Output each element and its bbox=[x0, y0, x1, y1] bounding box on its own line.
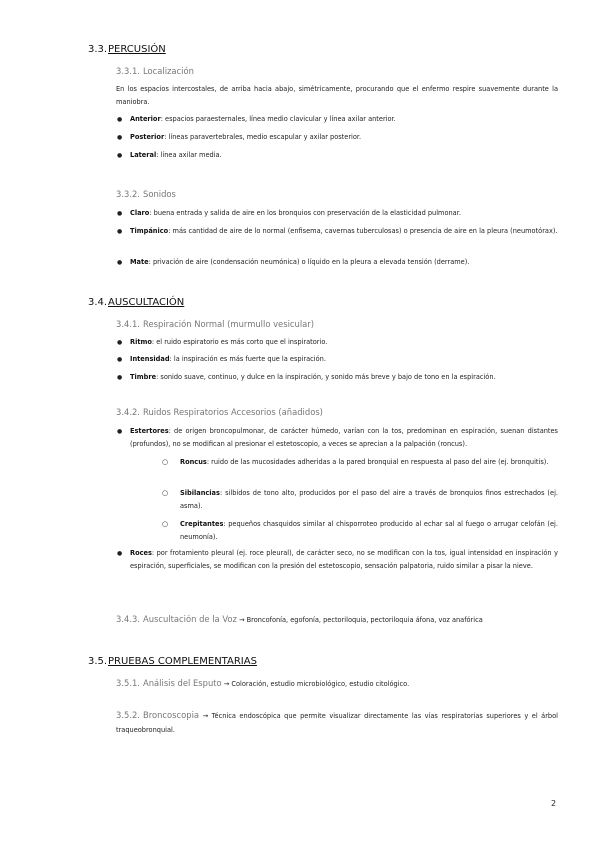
sublist-item-sibilancias: ○ Sibilancias: silbidos de tono alto, producidos por el paso del aire a través de bronquios finos estrechados (ej. asma). bbox=[180, 487, 558, 513]
localizacion-paragraph: En los espacios intercostales, de arriba hacia abajo, simétricamente, procurando que el enfermo respire suavemente durante la maniobra. bbox=[116, 85, 558, 106]
subsection-heading-respiracion-normal: 3.4.1. Respiración Normal (murmullo vesicular) bbox=[116, 319, 314, 329]
list-item: ● Timbre: sonido suave, continuo, y dulce en la inspiración, y sonido más breve y bajo de tono en la espiración. bbox=[130, 371, 558, 384]
list-item-estertores: ● Estertores: de origen broncopulmonar, de carácter húmedo, varían con la tos, predominan en espiración, suenan distantes (profundos), no se modifican al presionar el estetoscopio, a veces se aprecian a la palpación (roncus). bbox=[130, 425, 558, 451]
section-heading-percusion: 3.3.PERCUSIÓN bbox=[88, 44, 166, 55]
list-item: ● Anterior: espacios paraesternales, línea medio clavicular y línea axilar anterior. bbox=[130, 113, 558, 126]
list-item: ● Intensidad: la inspiración es más fuerte que la espiración. bbox=[130, 353, 558, 366]
list-item-roces: ● Roces: por frotamiento pleural (ej. roce pleural), de carácter seco, no se modifican con la tos, igual intensidad en inspiración y espiración, superficiales, se modifican con la presión del estetoscopio, sensación palpatoria, ruido similar a pisar la nieve. bbox=[130, 547, 558, 573]
subsection-heading-ruidos-accesorios: 3.4.2. Ruidos Respiratorios Accesorios (añadidos) bbox=[116, 407, 323, 417]
subsection-heading-auscultacion-voz: 3.4.3. Auscultación de la Voz → Broncofonía, egofonía, pectoriloquia, pectoriloquia áfona, voz anafórica bbox=[116, 614, 483, 624]
sublist-item-crepitantes: ○ Crepitantes: pequeños chasquidos similar al chisporroteo producido al echar sal al fuego o arrugar celofán (ej. neumonía). bbox=[180, 518, 558, 544]
list-item: ● Timpánico: más cantidad de aire de lo normal (enfisema, cavernas tuberculosas) o presencia de aire en la pleura (neumotórax). bbox=[130, 225, 558, 238]
sublist-item-roncus: ○ Roncus: ruido de las mucosidades adheridas a la pared bronquial en respuesta al paso del aire (ej. bronquitis). bbox=[180, 456, 558, 469]
subsection-heading-broncoscopia: 3.5.2. Broncoscopia → Técnica endoscópica que permite visualizar directamente las vías respiratorias superiores y el árbol traqueobronquial. bbox=[116, 710, 558, 734]
subsection-heading-localizacion: 3.3.1. Localización bbox=[116, 66, 194, 76]
list-item: ● Ritmo: el ruido espiratorio es más corto que el inspiratorio. bbox=[130, 336, 558, 349]
list-item: ● Claro: buena entrada y salida de aire en los bronquios con preservación de la elasticidad pulmonar. bbox=[130, 207, 558, 220]
list-item: ● Mate: privación de aire (condensación neumónica) o líquido en la pleura a elevada tensión (derrame). bbox=[130, 256, 558, 269]
subsection-heading-esputo: 3.5.1. Análisis del Esputo → Coloración, estudio microbiológico, estudio citológico. bbox=[116, 678, 410, 688]
section-heading-pruebas: 3.5.PRUEBAS COMPLEMENTARIAS bbox=[88, 656, 257, 667]
section-heading-auscultacion: 3.4.AUSCULTACIÓN bbox=[88, 297, 185, 308]
subsection-heading-sonidos: 3.3.2. Sonidos bbox=[116, 189, 176, 199]
list-item: ● Posterior: líneas paravertebrales, medio escapular y axilar posterior. bbox=[130, 131, 558, 144]
page-number: 2 bbox=[551, 799, 557, 808]
list-item: ● Lateral: línea axilar media. bbox=[130, 149, 558, 162]
